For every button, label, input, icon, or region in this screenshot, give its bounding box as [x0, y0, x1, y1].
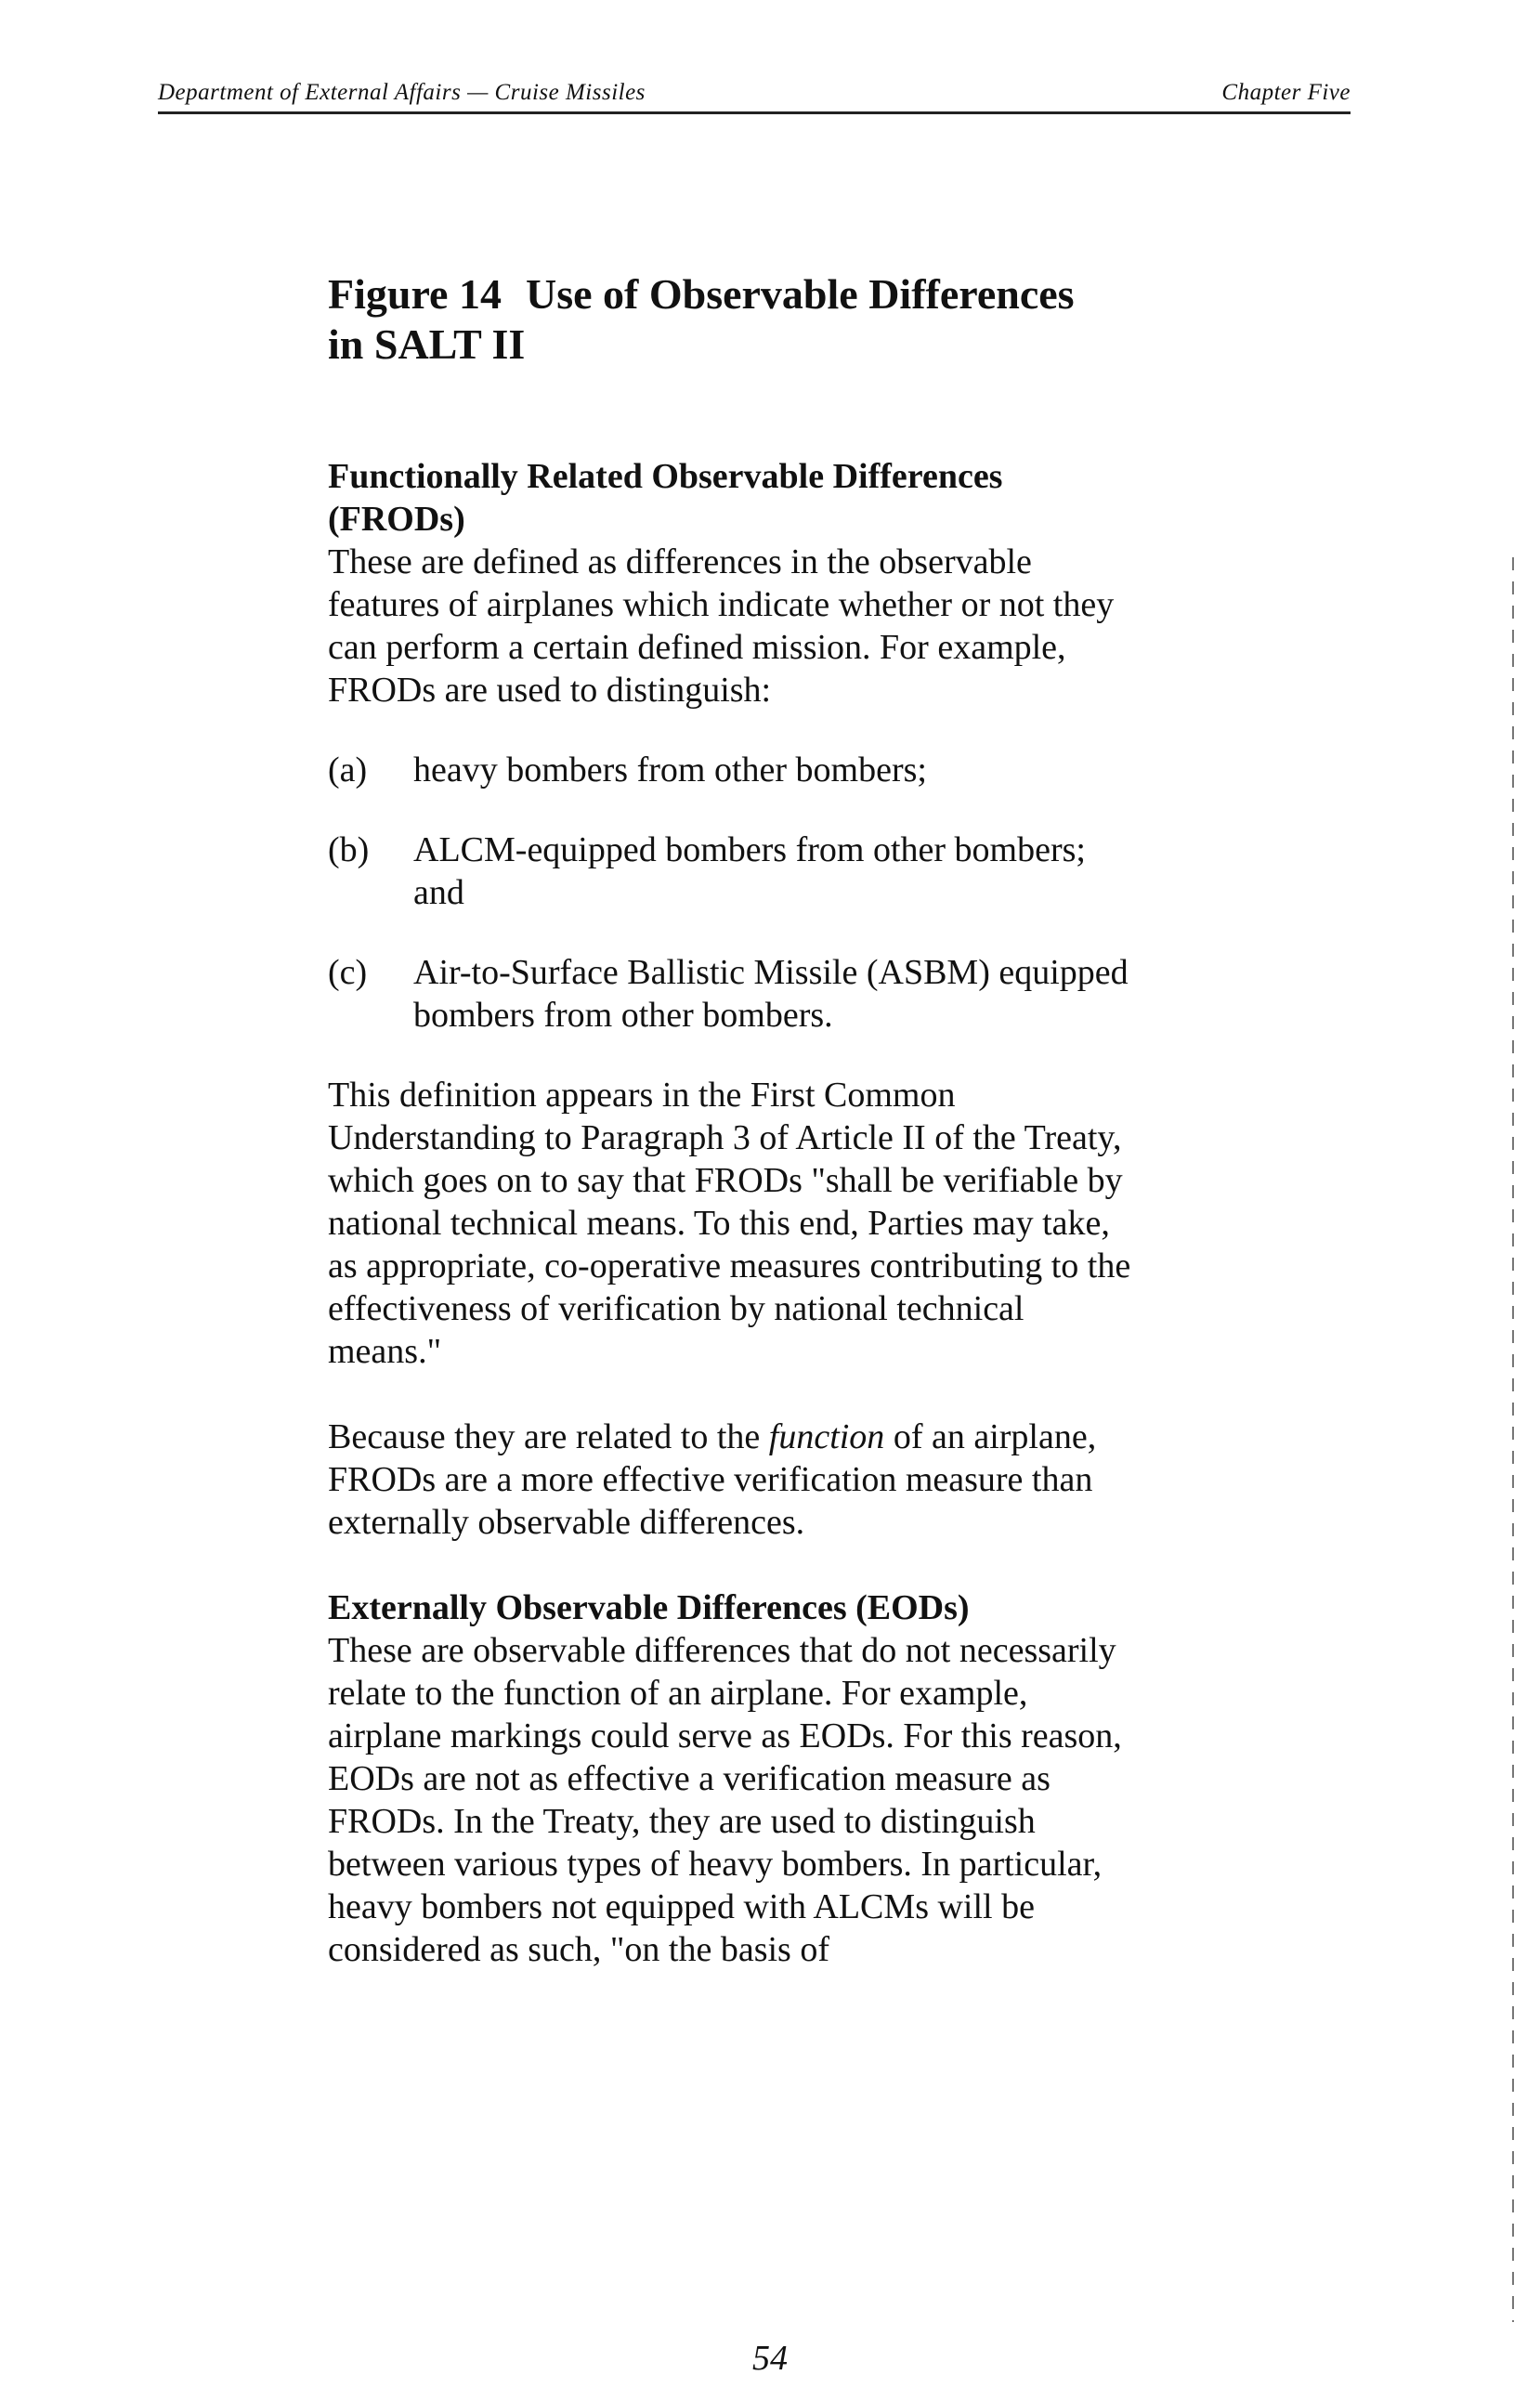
list-marker: (a)	[328, 750, 368, 789]
running-header	[158, 74, 1351, 114]
page-number: 54	[752, 2339, 788, 2378]
list-text: ALCM-equipped bombers from other bombers; and	[413, 830, 1086, 912]
list-item	[328, 829, 1145, 914]
scan-edge-mark	[1512, 557, 1514, 2322]
because-paragraph	[328, 1416, 1145, 1544]
figure-number: Figure 14	[328, 270, 502, 318]
list-item	[328, 951, 1145, 1037]
eods-heading: Externally Observable Differences (EODs)	[328, 1588, 970, 1627]
header-chapter: Chapter Five	[1221, 80, 1351, 105]
figure-title	[328, 269, 1145, 370]
definition-paragraph: This definition appears in the First Common Understanding to Paragraph 3 of Article II of the Treaty, which goes on to say that FRODs "shall be verifiable by national technical means. To this end, Parties may take, as appropriate, co-operative measures contributing to the effectiveness of verification by national technical means."	[328, 1076, 1131, 1371]
figure-title-line1: Use of Observable Differences	[525, 270, 1075, 318]
frods-intro: These are defined as differences in the observable features of airplanes which indicate whether or not they can perform a certain defined mission. For example, FRODs are used to distinguish:	[328, 542, 1115, 710]
page-content	[328, 269, 1145, 1971]
header-title: Department of External Affairs — Cruise Missiles	[158, 80, 646, 105]
frods-heading: Functionally Related Observable Differences (FRODs)	[328, 457, 1003, 539]
list-marker: (c)	[328, 953, 368, 992]
list-marker: (b)	[328, 830, 370, 869]
because-text-before: Because they are related to the	[328, 1417, 769, 1456]
list-text: heavy bombers from other bombers;	[413, 750, 927, 789]
frods-list	[328, 749, 1145, 1037]
because-text-after: of an airplane, FRODs are a more effective verification measure than externally observable differences.	[328, 1417, 1097, 1542]
figure-title-line2: in SALT II	[328, 320, 526, 368]
eods-body: These are observable differences that do not necessarily relate to the function of an airplane. For example, airplane markings could serve as EODs. For this reason, EODs are not as effective a verification measure as FRODs. In the Treaty, they are used to distinguish between various types of heavy bombers. In particular, heavy bombers not equipped with ALCMs will be considered as such, "on the basis of	[328, 1631, 1122, 1969]
list-text: Air-to-Surface Ballistic Missile (ASBM) equipped bombers from other bombers.	[413, 953, 1129, 1035]
function-emphasis: function	[768, 1417, 885, 1456]
list-item	[328, 749, 1145, 791]
